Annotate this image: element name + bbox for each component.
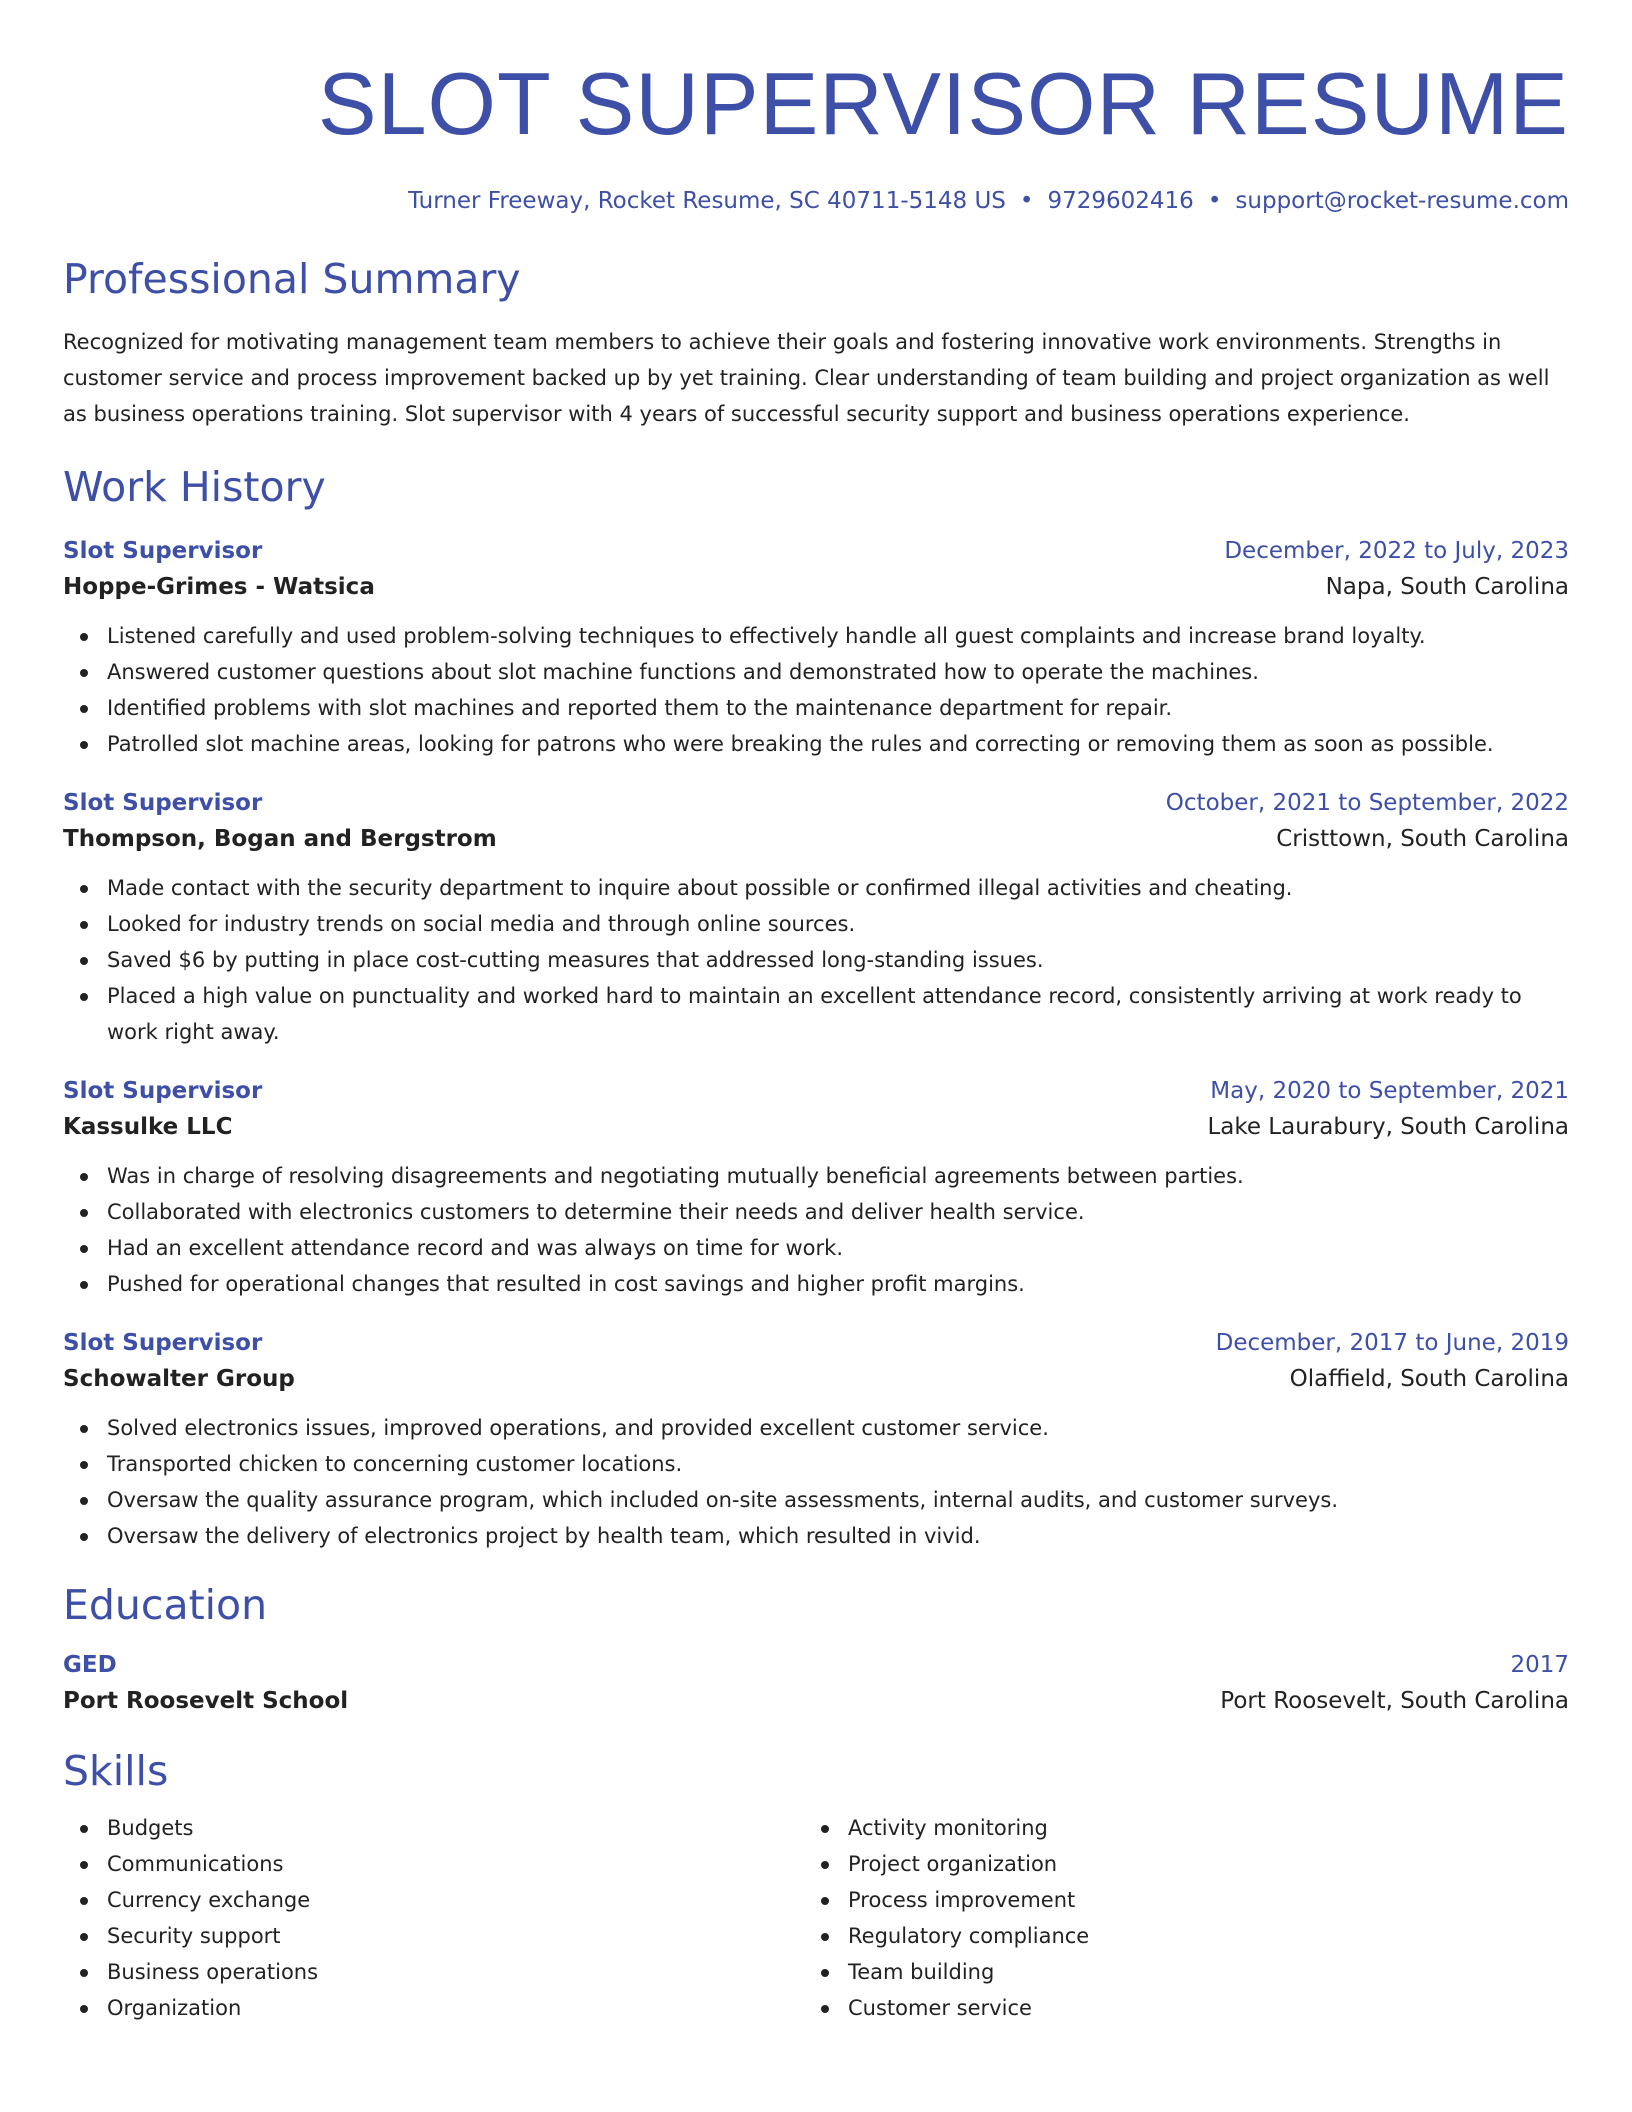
education-year: 2017 — [1510, 1652, 1569, 1678]
job-location: Olaffield, South Carolina — [1289, 1366, 1569, 1392]
list-item: Identified problems with slot machines and reported them to the maintenance department for repair. — [107, 690, 1569, 726]
job-dates: December, 2017 to June, 2019 — [1215, 1330, 1569, 1356]
list-item: Patrolled slot machine areas, looking for patrons who were breaking the rules and correcting or removing them as soon as possible. — [107, 726, 1569, 762]
resume-title: SLOT SUPERVISOR RESUME — [317, 54, 1569, 153]
list-item: Placed a high value on punctuality and worked hard to maintain an excellent attendance record, consistently arriving at work ready to work right away. — [107, 978, 1569, 1050]
job-bullets — [63, 870, 1569, 1050]
skill-item: Regulatory compliance — [848, 1918, 1545, 1954]
work-history-list — [63, 534, 1569, 1554]
list-item: Oversaw the quality assurance program, which included on-site assessments, internal audits, and customer surveys. — [107, 1482, 1569, 1518]
list-item: Solved electronics issues, improved operations, and provided excellent customer service. — [107, 1410, 1569, 1446]
contact-address: Turner Freeway, Rocket Resume, SC 40711-5148 US — [408, 188, 1006, 214]
education-degree: GED — [63, 1652, 117, 1678]
skills-grid — [63, 1810, 1569, 2026]
list-item: Saved $6 by putting in place cost-cutting measures that addressed long-standing issues. — [107, 942, 1569, 978]
job-title: Slot Supervisor — [63, 538, 263, 564]
skill-item: Process improvement — [848, 1882, 1545, 1918]
skill-item: Communications — [107, 1846, 804, 1882]
contact-email[interactable]: support@rocket-resume.com — [1235, 188, 1569, 214]
list-item: Oversaw the delivery of electronics project by health team, which resulted in vivid. — [107, 1518, 1569, 1554]
job-dates: October, 2021 to September, 2022 — [1165, 790, 1569, 816]
skill-item: Budgets — [107, 1810, 804, 1846]
list-item: Answered customer questions about slot machine functions and demonstrated how to operate the machines. — [107, 654, 1569, 690]
education-entry — [63, 1648, 1569, 1720]
job-dates: December, 2022 to July, 2023 — [1224, 538, 1569, 564]
skill-item: Customer service — [848, 1990, 1545, 2026]
skill-item: Project organization — [848, 1846, 1545, 1882]
summary-text: Recognized for motivating management team members to achieve their goals and fostering innovative work environments. Strengths in customer service and process improvement backed up by yet training. Clear understanding of team building and project organization as well as business operations training. Slot supervisor with 4 years of successful security support and business operations experience. — [63, 330, 1550, 426]
list-item: Looked for industry trends on social media and through online sources. — [107, 906, 1569, 942]
job-title: Slot Supervisor — [63, 1330, 263, 1356]
skill-item: Activity monitoring — [848, 1810, 1545, 1846]
contact-line — [63, 186, 1569, 216]
list-item: Transported chicken to concerning customer locations. — [107, 1446, 1569, 1482]
education-school: Port Roosevelt School — [63, 1688, 349, 1714]
job-company: Schowalter Group — [63, 1366, 295, 1392]
job-title: Slot Supervisor — [63, 790, 263, 816]
education-heading: Education — [63, 1581, 268, 1629]
contact-separator: • — [1207, 188, 1222, 214]
list-item: Made contact with the security department to inquire about possible or confirmed illegal activities and cheating. — [107, 870, 1569, 906]
skill-item: Business operations — [107, 1954, 804, 1990]
job-title: Slot Supervisor — [63, 1078, 263, 1104]
job-bullets — [63, 1158, 1569, 1302]
list-item: Had an excellent attendance record and was always on time for work. — [107, 1230, 1569, 1266]
skill-item: Security support — [107, 1918, 804, 1954]
skill-item: Currency exchange — [107, 1882, 804, 1918]
skill-item: Team building — [848, 1954, 1545, 1990]
job-entry — [63, 786, 1569, 1050]
list-item: Collaborated with electronics customers to determine their needs and deliver health service. — [107, 1194, 1569, 1230]
job-location: Cristtown, South Carolina — [1276, 826, 1569, 852]
job-company: Hoppe-Grimes - Watsica — [63, 574, 375, 600]
skills-heading: Skills — [63, 1747, 169, 1795]
skill-item: Organization — [107, 1990, 804, 2026]
contact-separator: • — [1019, 188, 1034, 214]
contact-phone: 9729602416 — [1047, 188, 1194, 214]
job-entry — [63, 1326, 1569, 1554]
job-bullets — [63, 1410, 1569, 1554]
job-entry — [63, 534, 1569, 762]
list-item: Listened carefully and used problem-solving techniques to effectively handle all guest complaints and increase brand loyalty. — [107, 618, 1569, 654]
work-history-heading: Work History — [63, 463, 326, 511]
job-location: Lake Laurabury, South Carolina — [1207, 1114, 1569, 1140]
list-item: Was in charge of resolving disagreements and negotiating mutually beneficial agreements between parties. — [107, 1158, 1569, 1194]
list-item: Pushed for operational changes that resulted in cost savings and higher profit margins. — [107, 1266, 1569, 1302]
job-dates: May, 2020 to September, 2021 — [1210, 1078, 1569, 1104]
education-location: Port Roosevelt, South Carolina — [1220, 1688, 1569, 1714]
skills-column-right — [804, 1810, 1545, 2026]
summary-heading: Professional Summary — [63, 255, 521, 303]
job-bullets — [63, 618, 1569, 762]
skills-column-left — [63, 1810, 804, 2026]
job-company: Thompson, Bogan and Bergstrom — [63, 826, 497, 852]
job-location: Napa, South Carolina — [1325, 574, 1569, 600]
job-entry — [63, 1074, 1569, 1302]
job-company: Kassulke LLC — [63, 1114, 233, 1140]
